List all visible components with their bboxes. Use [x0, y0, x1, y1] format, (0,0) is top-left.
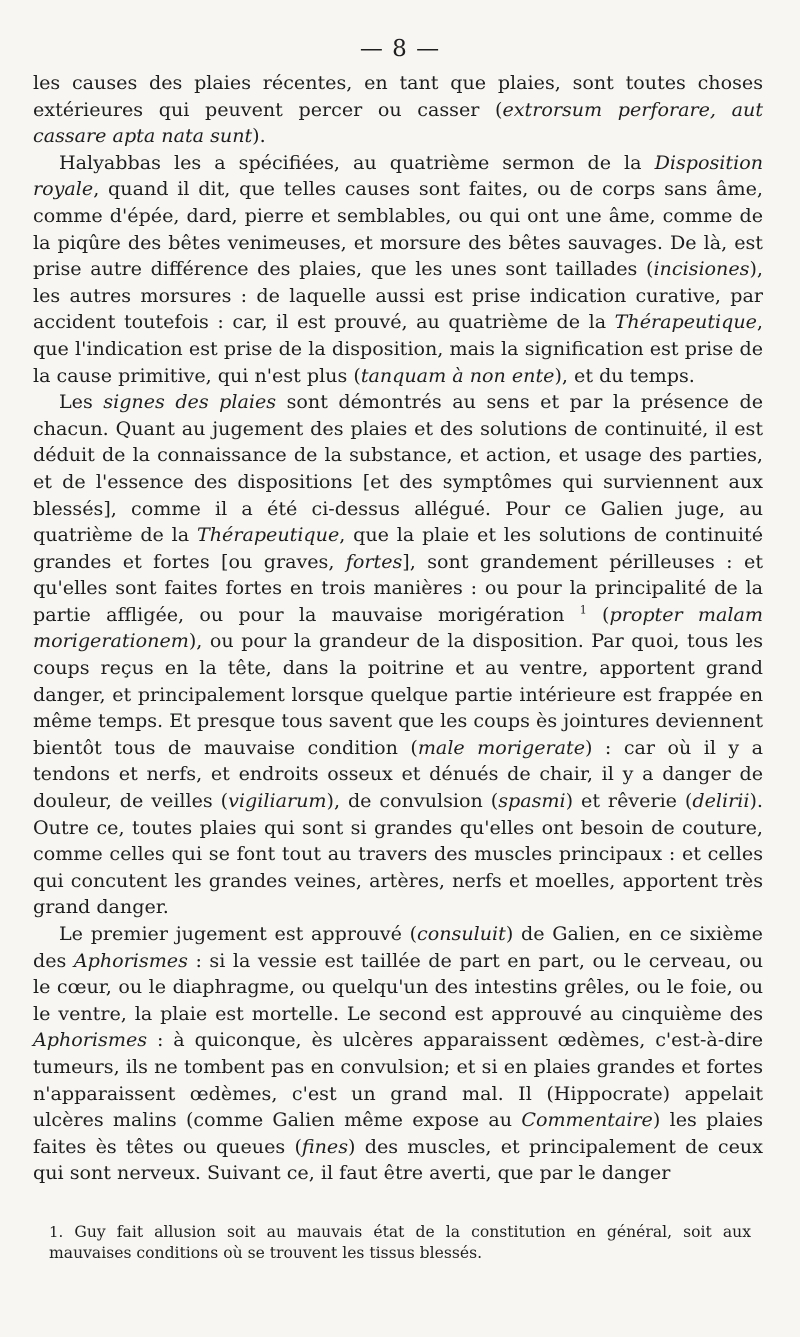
footnote [49, 1222, 751, 1264]
italic-text: fines [301, 1134, 349, 1158]
text-run: : à quiconque, ès ulcères apparaissent œdèmes, c'est-à-dire tumeurs, ils ne tombent pas en convulsion; et si en plaies grandes et fortes n'apparaissent œdèmes, c'est un grand mal. Il (Hippocrate) appelait ulcères malins (comme Galien même expose au [33, 1028, 763, 1132]
text-run: Halyabbas les a spécifiées, au quatrième sermon de la [59, 150, 655, 174]
italic-text: Aphorismes [73, 948, 188, 972]
text-run: ) et rêverie ( [565, 789, 693, 813]
italic-text: tanquam à non ente [360, 363, 555, 387]
text-run: ) les plaies faites ès têtes ou queues ( [33, 1108, 763, 1158]
italic-text: delirii [692, 789, 750, 813]
text-run: Les [59, 390, 104, 414]
italic-text: incisiones [653, 257, 750, 281]
italic-text: consuluit [417, 922, 506, 945]
body-text [33, 70, 763, 1187]
italic-text: fortes [345, 549, 403, 573]
text-run: ), de convulsion ( [326, 789, 499, 813]
footnote-text: Guy fait allusion soit au mauvais état de la constitution en général, soit aux mauvaises conditions où se trouvent les tissus blessés. [49, 1223, 751, 1262]
text-run: : si la vessie est taillée de part en part, ou le cerveau, ou le cœur, ou le diaphragme, ou quelqu'un des intestins grêles, ou le foie, ou le ventre, la plaie est mortelle. Le second est approuvé au cinquième des [33, 948, 763, 1025]
paragraph [33, 70, 763, 150]
text-run: ). [252, 124, 266, 148]
italic-text: spasmi [498, 789, 566, 813]
italic-text: Thérapeutique [196, 523, 340, 547]
italic-text: Commentaire [521, 1108, 653, 1132]
italic-text: extrorsum perforare, aut cassare apta nata sunt [33, 97, 763, 148]
text-run: , que l'indication est prise de la disposition, mais la signification est prise de la cause primitive, qui n'est plus ( [33, 310, 763, 387]
text-run: ), les autres morsures : de laquelle aussi est prise indication curative, par accident toutefois : car, il est prouvé, au quatrième de la [33, 257, 763, 334]
italic-text: male morigerate [417, 735, 586, 759]
text-run: ) : car où il y a tendons et nerfs, et endroits osseux et dénués de chair, il y a danger de douleur, de veilles ( [33, 735, 764, 813]
text-run: ], sont grandement périlleuses : et qu'elles sont faites fortes en trois manières : ou pour la principalité de la partie affligée, ou pour la mauvaise morigération [33, 549, 763, 626]
italic-text: Aphorismes [33, 1028, 148, 1052]
paragraph [33, 389, 763, 921]
text-run: ) de Galien, en ce sixième des [33, 922, 763, 972]
text-run: , que la plaie et les solutions de continuité grandes et fortes [ou graves, [33, 523, 763, 573]
text-run: les causes des plaies récentes, en tant que plaies, sont toutes choses extérieures qui peuvent percer ou casser ( [33, 71, 763, 121]
footnote-reference: 1 [579, 603, 587, 617]
italic-text: propter malam morigerationem [33, 602, 763, 653]
text-run: , quand il dit, que telles causes sont faites, ou de corps sans âme, comme d'épée, dard, pierre et semblables, ou qui ont une âme, comme de la piqûre des bêtes venimeuses, et morsure des bêtes sauvages. De là, est prise autre différence des plaies, que les unes sont taillades ( [33, 177, 763, 281]
paragraph [33, 150, 763, 389]
paragraph [33, 921, 763, 1187]
footnote-number: 1. [49, 1223, 64, 1241]
text-run: ). Outre ce, toutes plaies qui sont si grandes qu'elles ont besoin de couture, comme celles qui se font tout au travers des muscles principaux : et celles qui concutent les grandes veines, artères, nerfs et moelles, apportent très grand danger. [33, 789, 763, 919]
text-run: ) des muscles, et principalement de ceux qui sont nerveux. Suivant ce, il faut être averti, que par le danger [33, 1134, 763, 1185]
italic-text: signes des plaies [103, 390, 277, 414]
italic-text: vigiliarum [228, 789, 327, 813]
italic-text: Disposition royale [33, 150, 763, 201]
text-run: Le premier jugement est approuvé ( [59, 922, 418, 945]
text-run: ), ou pour la grandeur de la disposition. Par quoi, tous les coups reçus en la tête, dans la poitrine et au ventre, apportent grand danger, et principalement lorsque quelque partie intérieure est frappée en même temps. Et presque tous savent que les coups ès jointures deviennent bientôt tous de mauvaise condition ( [33, 629, 763, 759]
italic-text: Thérapeutique [614, 310, 757, 334]
text-run: sont démontrés au sens et par la présence de chacun. Quant au jugement des plaies et des solutions de continuité, il est déduit de la connaissance de la substance, et action, et usage des parties, et de l'essence des dispositions [et des symptômes qui surviennent aux blessés], comme il a été ci-dessus allégué. Pour ce Galien juge, au quatrième de la [33, 390, 763, 547]
page-number: — 8 — [359, 36, 441, 62]
text-run: ( [586, 602, 610, 626]
footnotes [49, 1222, 751, 1264]
text-run: ), et du temps. [554, 363, 695, 387]
